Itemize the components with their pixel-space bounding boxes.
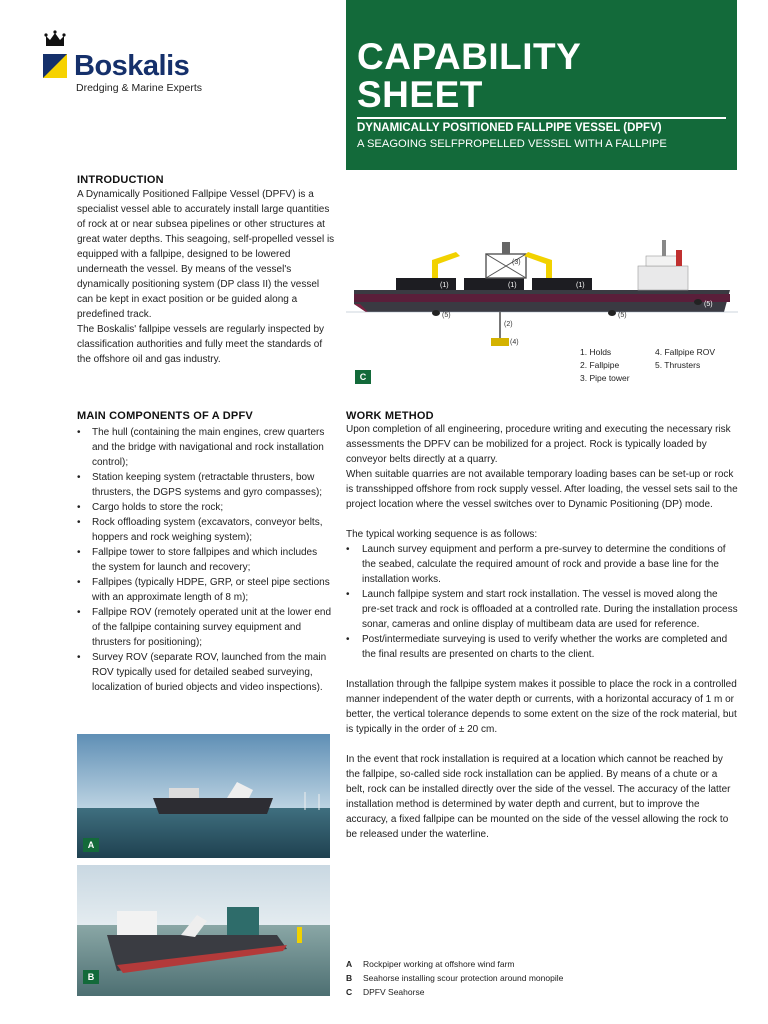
callout-2: (2): [504, 321, 513, 328]
caption-key: C: [346, 987, 353, 997]
legend-item: 5. Thrusters: [655, 360, 701, 370]
brand-name: Boskalis: [74, 50, 190, 82]
header-subtitle-bold: DYNAMICALLY POSITIONED FALLPIPE VESSEL (DPFV): [357, 122, 662, 134]
caption-a: [346, 957, 738, 971]
diagram-legend-col-2: [655, 346, 715, 372]
photo-a-image: [77, 734, 330, 858]
diagram-legend-col-1: [580, 346, 630, 385]
main-components-section: [77, 410, 333, 695]
introduction-section: [77, 174, 335, 367]
callout-1b: (1): [508, 282, 517, 289]
callout-1c: (1): [576, 282, 585, 289]
legend-item: 4. Fallpipe ROV: [655, 347, 715, 357]
list-item: • Fallpipe ROV (remotely operated unit at the lower end of the fallpipe containing survey equipment and thrusters for positioning);: [77, 605, 333, 650]
work-paragraph-5: In the event that rock installation is required at a location which cannot be reached by the fallpipe, so-called side rock installation can be applied. By means of a chute or a belt, rock can be installed directly over the side of the vessel. The accuracy of the latter installation method is determined by water depth and current, but to improve the accuracy, a fixed fallpipe can be mounted on the side of the vessel allowing the rock to be released under the waterline.: [346, 754, 731, 840]
figure-captions: [346, 957, 738, 999]
callout-5b: (5): [618, 312, 627, 319]
crown-icon: [44, 30, 66, 48]
logo-mark-icon: [43, 54, 67, 78]
vessel-diagram: [346, 220, 738, 390]
caption-text: Rockpiper working at offshore wind farm: [363, 959, 515, 969]
components-heading: MAIN COMPONENTS OF A DPFV: [77, 410, 253, 422]
page-title: [357, 38, 581, 114]
figure-c-badge: C: [355, 370, 371, 384]
list-item: • Station keeping system (retractable thrusters, bow thrusters, the DGPS systems and gyro compasses);: [77, 470, 333, 500]
caption-key: A: [346, 959, 353, 969]
list-item: • Launch fallpipe system and start rock installation. The vessel is moved along the pre-set track and rock is offloaded at a controlled rate. During the installation process sonar, cameras and online display of multibeam data are used for reference.: [346, 587, 738, 632]
title-line-2: SHEET: [357, 74, 483, 115]
boskalis-logo: [34, 24, 212, 102]
legend-item: 2. Fallpipe: [580, 360, 620, 370]
title-line-1: CAPABILITY: [357, 36, 582, 77]
callout-4: (4): [510, 339, 519, 346]
header-divider: [357, 117, 726, 119]
brand-tagline: Dredging & Marine Experts: [76, 82, 203, 94]
caption-text: Seahorse installing scour protection around monopile: [363, 973, 564, 983]
photo-b-image: [77, 865, 330, 996]
introduction-text: A Dynamically Positioned Fallpipe Vessel (DPFV) is a specialist vessel able to accurately install large quantities of rock at or near subsea pipelines or other structures at great water depths. This seagoing, self-propelled vessel is equipped with a fallpipe, designed to be lowered underneath the vessel. By means of the vessel's dynamically positioning system (DP class II) the vessel can be kept in exact position or be guided along a predefined track.: [77, 189, 335, 320]
list-item: • Cargo holds to store the rock;: [77, 500, 333, 515]
work-method-section: [346, 410, 738, 842]
introduction-text-2: The Boskalis' fallpipe vessels are regularly inspected by classification authorities and fully meet the standards of the offshore oil and gas industry.: [77, 324, 325, 365]
list-item: • Fallpipes (typically HDPE, GRP, or steel pipe sections with an approximate length of 8 m);: [77, 575, 333, 605]
work-paragraph-1: Upon completion of all engineering, procedure writing and executing the necessary risk assessments the DPFV can be mobilized for a project. Rock is typically loaded by conveyor belts directly at a quarry.: [346, 424, 731, 465]
list-item: • Post/intermediate surveying is used to verify whether the works are completed and the final results are presented on charts to the client.: [346, 632, 738, 662]
legend-item: 3. Pipe tower: [580, 373, 630, 383]
photo-seahorse: [77, 865, 330, 996]
callout-5c: (5): [704, 301, 713, 308]
work-paragraph-2: When suitable quarries are not available temporary loading bases can be set-up or rock is transshipped offshore from rock supply vessel. After loading, the vessel sets sail to the project location where the vessel switches over to Dynamic Positioning (DP) mode.: [346, 469, 738, 510]
list-item: • Rock offloading system (excavators, conveyor belts, hoppers and rock weighing system);: [77, 515, 333, 545]
list-item: • Launch survey equipment and perform a pre-survey to determine the conditions of the seabed, calculate the required amount of rock and provide a base line for the installation works.: [346, 542, 738, 587]
caption-key: B: [346, 973, 353, 983]
callout-1a: (1): [440, 282, 449, 289]
list-item: • The hull (containing the main engines, crew quarters and the bridge with navigational and rock installation control);: [77, 425, 333, 470]
caption-text: DPFV Seahorse: [363, 987, 425, 997]
caption-b: [346, 971, 738, 985]
list-item: • Fallpipe tower to store fallpipes and which includes the system for launch and recovery;: [77, 545, 333, 575]
work-steps-list: [346, 542, 738, 662]
legend-item: 1. Holds: [580, 347, 612, 357]
photo-a-badge: A: [83, 838, 99, 852]
caption-c: [346, 985, 738, 999]
work-paragraph-3: The typical working sequence is as follows:: [346, 529, 538, 540]
photo-rockpiper: [77, 734, 330, 858]
callout-5a: (5): [442, 312, 451, 319]
header-panel: [346, 0, 737, 170]
introduction-heading: INTRODUCTION: [77, 174, 164, 186]
list-item: • Survey ROV (separate ROV, launched from the main ROV typically used for detailed seabed surveying, localization of buried objects and video inspections).: [77, 650, 333, 695]
photo-b-badge: B: [83, 970, 99, 984]
callout-3: (3): [512, 259, 521, 266]
work-paragraph-4: Installation through the fallpipe system makes it possible to place the rock in a controlled manner independent of the water depth or currents, with a horizontal accuracy of 1 m or better, the vertical tolerance depends to some extent on the size of the rock material, but is typically in the order of ± 20 cm.: [346, 679, 737, 735]
components-list: [77, 425, 333, 695]
work-method-heading: WORK METHOD: [346, 410, 434, 422]
header-subtitle: A SEAGOING SELFPROPELLED VESSEL WITH A FALLPIPE: [357, 138, 667, 150]
